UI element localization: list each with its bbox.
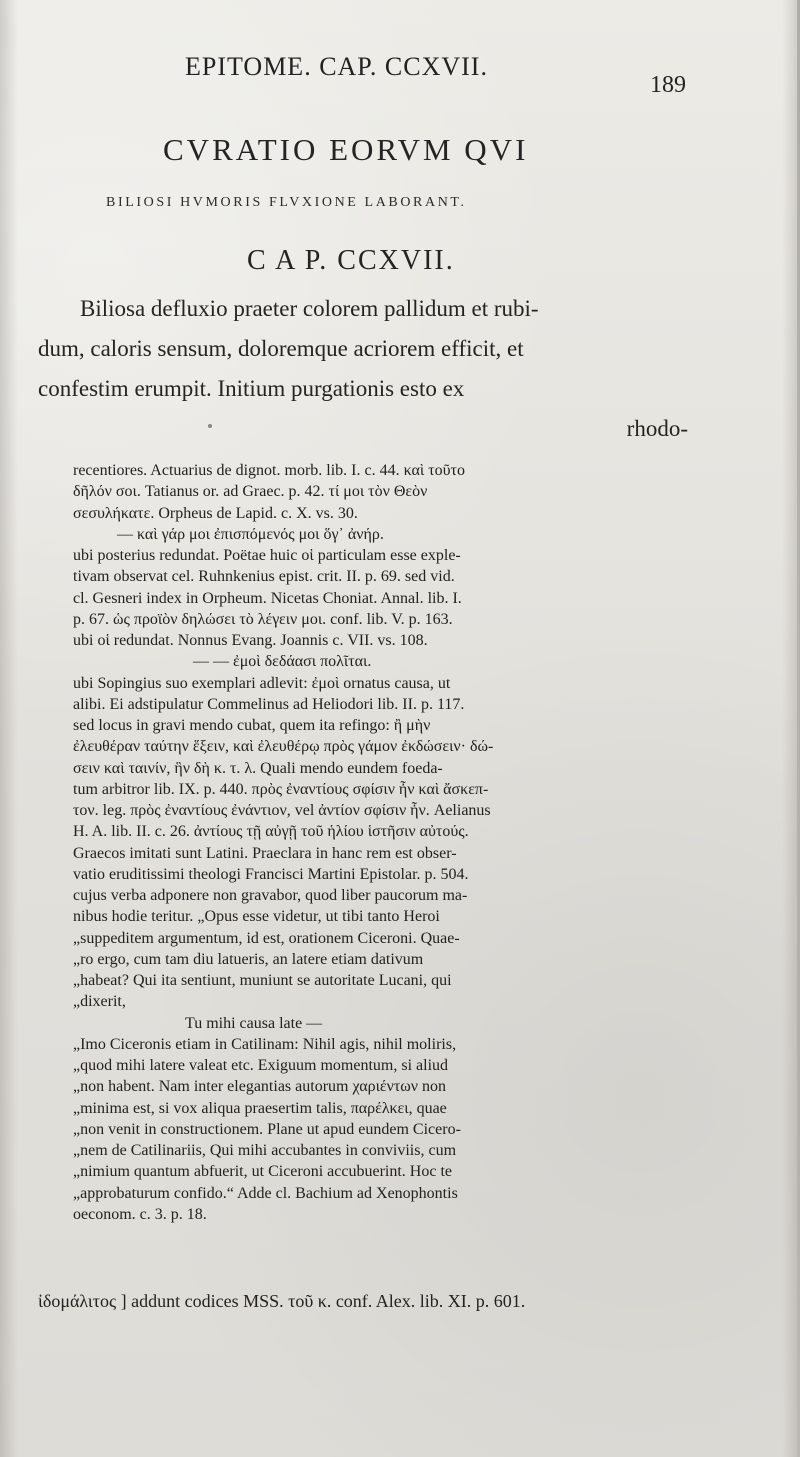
note-line: „ro ergo, cum tam diu latueris, an latere etiam dativum	[73, 950, 424, 968]
main-text-line: Biliosa defluxio praeter colorem pallidum et rubi-	[80, 296, 539, 321]
chapter-number: C A P. CCXVII.	[247, 245, 455, 276]
note-verse-line: — — ἐμοὶ δεδάασι πολῖται.	[193, 653, 372, 671]
note-verse-line: — καὶ γάρ μοι ἐπισπόμενός μοι ὅγ᾽ ἀνήρ.	[117, 525, 384, 543]
note-line: δῆλόν σοι. Tatianus or. ad Graec. p. 42. τί μοι τὸν Θεὸν	[73, 483, 428, 501]
note-line: „suppeditem argumentum, id est, orationem Ciceroni. Quae-	[73, 929, 460, 947]
main-text-line: dum, caloris sensum, doloremque acriorem efficit, et	[38, 336, 524, 361]
note-line: alibi. Ei adstipulatur Commelinus ad Heliodori lib. II. p. 117.	[73, 695, 465, 713]
catchword: rhodo-	[626, 416, 688, 441]
note-line: ubi posterius redundat. Poëtae huic οἱ particulam esse exple-	[73, 547, 461, 564]
note-line: vatio eruditissimi theologi Francisci Martini Epistolar. p. 504.	[73, 865, 469, 883]
note-line: H. A. lib. II. c. 26. ἀντίους τῇ αὐγῇ τοῦ ἡλίου ἱστῆσιν αὐτούς.	[73, 823, 469, 841]
note-line: p. 67. ὡς προϊὸν δηλώσει τὸ λέγειν μοι. conf. lib. V. p. 163.	[73, 610, 453, 628]
note-line: „non venit in constructionem. Plane ut apud eundem Cicero-	[73, 1120, 461, 1138]
chapter-title: CVRATIO EORVM QVI	[163, 132, 529, 167]
quoted-verse-line: Tu mihi causa late —	[185, 1014, 323, 1032]
note-line: „approbaturum confido.“ Adde cl. Bachium ad Xenophontis	[73, 1184, 458, 1202]
chapter-subtitle: BILIOSI HVMORIS FLVXIONE LABORANT.	[106, 195, 467, 210]
note-line: τον. leg. πρὸς ἐναντίους ἐνάντιον, vel ἀντίον σφίσιν ἦν. Aelianus	[73, 802, 491, 819]
note-line: „quod mihi latere valeat etc. Exiguum momentum, si aliud	[73, 1057, 449, 1074]
note-line: cujus verba adponere non gravabor, quod liber paucorum ma-	[73, 887, 468, 904]
note-line: „non habent. Nam inter elegantias autorum χαριέντων non	[73, 1078, 447, 1096]
note-line: tum arbitror lib. IX. p. 440. πρὸς ἐναντίους σφίσιν ἦν καὶ ἄσκεπ-	[73, 780, 489, 798]
note-line: Graecos imitati sunt Latini. Praeclara in hanc rem est obser-	[73, 844, 457, 862]
note-line: „nimium quantum abfuerit, ut Ciceroni accubuerint. Hoc te	[73, 1163, 452, 1181]
ink-spot	[208, 424, 212, 428]
note-line: ubi Sopingius suo exemplari adlevit: ἐμοὶ ornatus causa, ut	[73, 674, 451, 692]
note-line: tivam observat cel. Ruhnkenius epist. crit. II. p. 69. sed vid.	[73, 568, 455, 586]
note-line: cl. Gesneri index in Orpheum. Nicetas Choniat. Annal. lib. I.	[73, 589, 462, 607]
note-line: „dixerit,	[73, 993, 126, 1011]
left-scan-shadow	[0, 0, 18, 1457]
note-line: nibus hodie teritur. „Opus esse videtur, ut tibi tanto Heroi	[73, 908, 440, 926]
note-line: sed locus in gravi mendo cubat, quem ita refingo: ἢ μὴν	[73, 717, 431, 734]
note-line: „minima est, si vox aliqua praesertim talis, παρέλκει, quae	[73, 1099, 447, 1117]
note-line: σειν καὶ ταινίν, ἣν δὴ κ. τ. λ. Quali mendo eundem foeda-	[73, 759, 443, 777]
note-line: σεσυλήκατε. Orpheus de Lapid. c. X. vs. 30.	[73, 504, 358, 522]
bottom-note: ἰδομάλιτος ] addunt codices MSS. τοῦ κ. conf. Alex. lib. XI. p. 601.	[38, 1291, 526, 1311]
main-text-line: confestim erumpit. Initium purgationis esto ex	[38, 376, 465, 401]
note-line: ἐλευθέραν ταύτην ἕξειν, καὶ ἐλευθέρῳ πρὸς γάμον ἐκδώσειν· δώ-	[73, 738, 494, 756]
page-number: 189	[650, 72, 686, 98]
note-line: ubi οἱ redundat. Nonnus Evang. Joannis c. VII. vs. 108.	[73, 632, 428, 649]
main-paragraph	[38, 289, 688, 449]
note-line: recentiores. Actuarius de dignot. morb. lib. I. c. 44. καὶ τοῦτο	[73, 462, 465, 479]
note-line: „habeat? Qui ita sentiunt, muniunt se autoritate Lucani, qui	[73, 972, 452, 989]
note-line: „Imo Ciceronis etiam in Catilinam: Nihil agis, nihil moliris,	[73, 1035, 457, 1053]
note-line: „nem de Catilinariis, Qui mihi accubantes in conviviis, cum	[73, 1142, 457, 1159]
notes-block	[73, 460, 703, 1225]
running-head: EPITOME. CAP. CCXVII.	[185, 52, 488, 81]
note-line: oeconom. c. 3. p. 18.	[73, 1205, 207, 1223]
